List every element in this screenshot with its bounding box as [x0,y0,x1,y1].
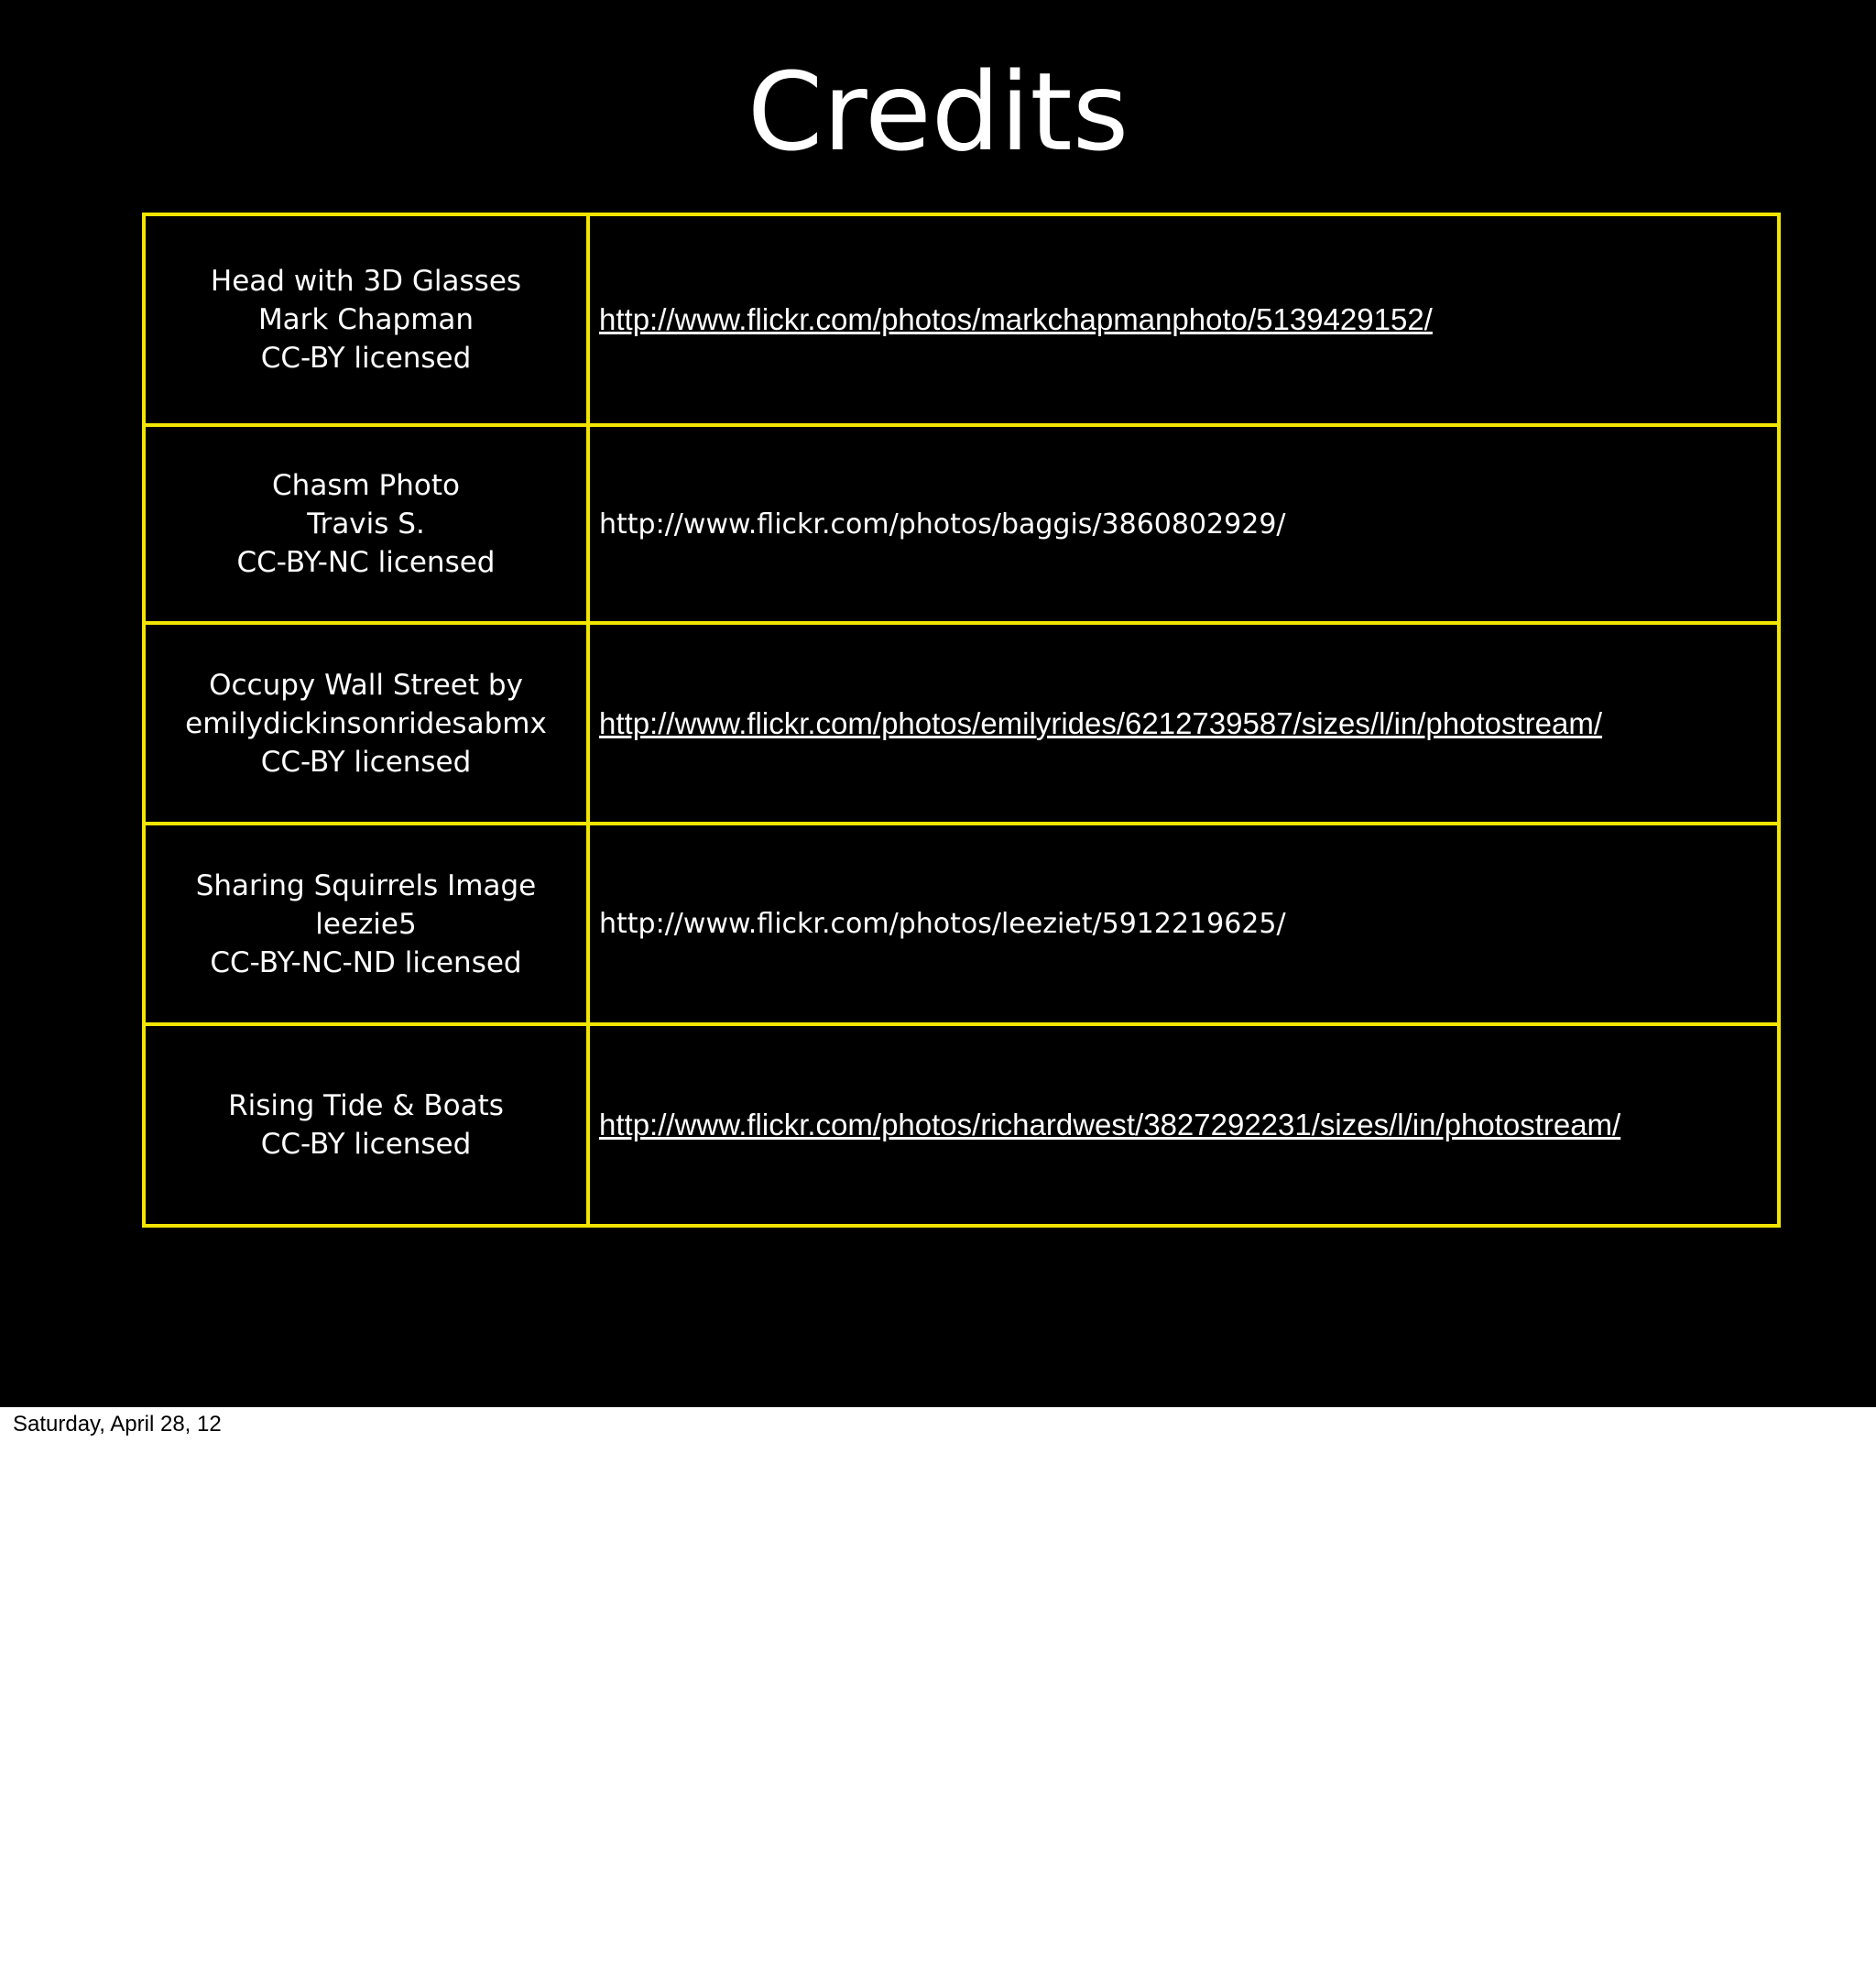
credit-url-text: http://www.flickr.com/photos/baggis/3860802929/ [599,508,1286,541]
credit-author: leezie5 [315,907,417,941]
credit-license: CC-BY licensed [260,745,472,779]
credit-title: Chasm Photo [272,469,460,502]
credit-license: CC-BY licensed [260,342,472,375]
credit-description [144,623,588,824]
table-row [144,623,1779,824]
credit-license: CC-BY-NC-ND licensed [210,945,522,979]
credit-url-cell [588,425,1779,623]
slide-title: Credits [747,49,1129,175]
table-row [144,824,1779,1024]
credit-title: Occupy Wall Street by [209,668,523,702]
credit-url-link[interactable]: http://www.flickr.com/photos/emilyrides/6212739587/sizes/l/in/photostream/ [599,705,1603,740]
credit-author: Travis S. [307,508,425,541]
table-row [144,214,1779,425]
table-row [144,425,1779,623]
credit-url-link[interactable]: http://www.flickr.com/photos/markchapmanphoto/5139429152/ [599,302,1433,336]
credit-author: emilydickinsonridesabmx [185,706,547,740]
credit-author: Mark Chapman [257,303,474,336]
credit-description [144,824,588,1024]
credit-url-text: http://www.flickr.com/photos/leeziet/5912219625/ [599,908,1286,940]
table-row [144,1024,1779,1226]
credits-table [142,213,1781,1228]
credit-url-link[interactable]: http://www.flickr.com/photos/richardwest/3827292231/sizes/l/in/photostream/ [599,1108,1621,1141]
credit-title: Sharing Squirrels Image [195,868,537,902]
credit-url-cell [588,1024,1779,1226]
credit-description [144,214,588,425]
credit-url-cell [588,824,1779,1024]
credit-description [144,1024,588,1226]
credit-title: Head with 3D Glasses [210,265,522,298]
credit-title: Rising Tide & Boats [228,1089,504,1122]
credit-url-cell [588,214,1779,425]
credit-url-cell [588,623,1779,824]
credit-license: CC-BY licensed [260,1128,472,1161]
credit-description [144,425,588,623]
slide-date-footer: Saturday, April 28, 12 [13,1412,222,1436]
credit-license: CC-BY-NC licensed [236,546,496,579]
